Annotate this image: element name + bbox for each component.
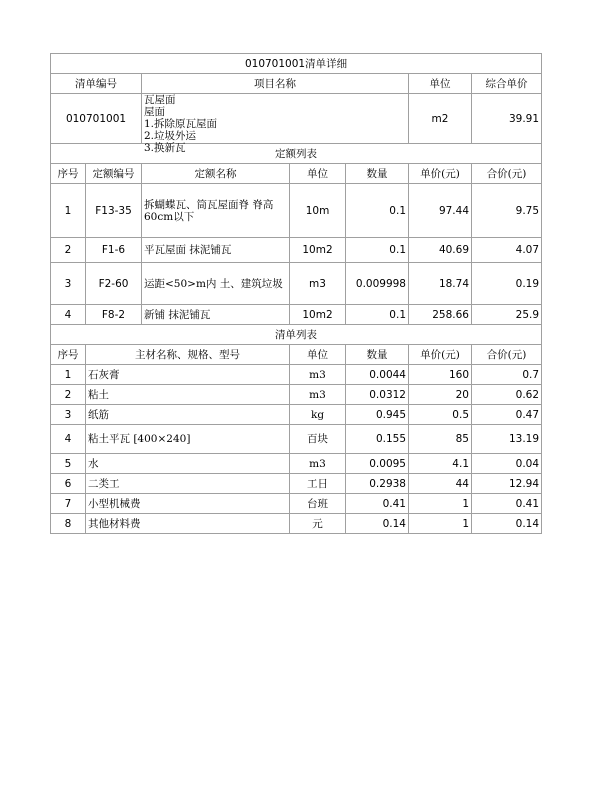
- material-total: 0.04: [472, 454, 542, 474]
- quota-name: 拆蝴蝶瓦、筒瓦屋面脊 脊高60cm以下: [142, 184, 290, 238]
- item-price: 39.91: [472, 94, 542, 144]
- material-unit-price: 160: [409, 365, 472, 385]
- table-row: [51, 454, 542, 474]
- table-row: [51, 474, 542, 494]
- quota-total: 0.19: [472, 263, 542, 305]
- material-unit-price: 1: [409, 514, 472, 534]
- material-unit: kg: [290, 405, 346, 425]
- material-unit-price: 85: [409, 425, 472, 454]
- material-header-no: 序号: [51, 345, 86, 365]
- material-name: 小型机械费: [86, 494, 290, 514]
- quota-header-code: 定额编号: [86, 164, 142, 184]
- quota-unit: 10m2: [290, 238, 346, 263]
- material-no: 6: [51, 474, 86, 494]
- material-section-title: 清单列表: [51, 325, 542, 345]
- material-unit: 工日: [290, 474, 346, 494]
- material-unit: m3: [290, 385, 346, 405]
- bill-detail-table: [50, 53, 542, 534]
- material-unit: 百块: [290, 425, 346, 454]
- quota-header-no: 序号: [51, 164, 86, 184]
- material-qty: 0.155: [346, 425, 409, 454]
- material-unit: m3: [290, 365, 346, 385]
- material-no: 7: [51, 494, 86, 514]
- material-name: 石灰膏: [86, 365, 290, 385]
- quota-code: F13-35: [86, 184, 142, 238]
- material-total: 0.62: [472, 385, 542, 405]
- quota-total: 4.07: [472, 238, 542, 263]
- quota-no: 1: [51, 184, 86, 238]
- quota-header-unit-price: 单价(元): [409, 164, 472, 184]
- item-unit: m2: [409, 94, 472, 144]
- table-row: [51, 305, 542, 325]
- material-header-unit-price: 单价(元): [409, 345, 472, 365]
- material-header-qty: 数量: [346, 345, 409, 365]
- material-header-unit: 单位: [290, 345, 346, 365]
- quota-no: 3: [51, 263, 86, 305]
- material-unit-price: 44: [409, 474, 472, 494]
- material-qty: 0.0044: [346, 365, 409, 385]
- material-no: 3: [51, 405, 86, 425]
- material-name: 水: [86, 454, 290, 474]
- quota-header-unit: 单位: [290, 164, 346, 184]
- quota-unit-price: 18.74: [409, 263, 472, 305]
- table-row: [51, 514, 542, 534]
- material-header-name: 主材名称、规格、型号: [86, 345, 290, 365]
- header-unit: 单位: [409, 74, 472, 94]
- quota-unit-price: 40.69: [409, 238, 472, 263]
- quota-unit: 10m: [290, 184, 346, 238]
- material-unit: 元: [290, 514, 346, 534]
- item-description-line: 屋面: [144, 105, 165, 118]
- material-header-total: 合价(元): [472, 345, 542, 365]
- quota-no: 2: [51, 238, 86, 263]
- material-qty: 0.41: [346, 494, 409, 514]
- quota-unit-price: 97.44: [409, 184, 472, 238]
- quota-header-total: 合价(元): [472, 164, 542, 184]
- material-qty: 0.0095: [346, 454, 409, 474]
- quota-section-title: 定额列表: [51, 144, 542, 164]
- table-row: [51, 184, 542, 238]
- quota-unit: 10m2: [290, 305, 346, 325]
- material-no: 2: [51, 385, 86, 405]
- table-row: [51, 494, 542, 514]
- quota-header-name: 定额名称: [142, 164, 290, 184]
- material-unit-price: 1: [409, 494, 472, 514]
- material-total: 12.94: [472, 474, 542, 494]
- material-total: 0.7: [472, 365, 542, 385]
- material-name: 粘土: [86, 385, 290, 405]
- header-name: 项目名称: [142, 74, 409, 94]
- quota-qty: 0.1: [346, 305, 409, 325]
- quota-name: 运距<50>m内 土、建筑垃圾: [142, 263, 290, 305]
- table-row: [51, 238, 542, 263]
- material-no: 8: [51, 514, 86, 534]
- item-description-line: 瓦屋面: [144, 93, 176, 106]
- material-no: 4: [51, 425, 86, 454]
- material-total: 0.47: [472, 405, 542, 425]
- header-code: 清单编号: [51, 74, 142, 94]
- material-unit: m3: [290, 454, 346, 474]
- table-row: [51, 425, 542, 454]
- material-total: 0.41: [472, 494, 542, 514]
- material-qty: 0.945: [346, 405, 409, 425]
- table-row: [51, 365, 542, 385]
- material-qty: 0.0312: [346, 385, 409, 405]
- quota-code: F1-6: [86, 238, 142, 263]
- quota-code: F8-2: [86, 305, 142, 325]
- quota-code: F2-60: [86, 263, 142, 305]
- item-description-line: 3.换新瓦: [144, 141, 186, 154]
- material-qty: 0.14: [346, 514, 409, 534]
- material-unit-price: 20: [409, 385, 472, 405]
- material-unit: 台班: [290, 494, 346, 514]
- material-no: 1: [51, 365, 86, 385]
- quota-qty: 0.009998: [346, 263, 409, 305]
- material-total: 13.19: [472, 425, 542, 454]
- material-unit-price: 4.1: [409, 454, 472, 474]
- material-name: 二类工: [86, 474, 290, 494]
- material-name: 粘土平瓦 [400×240]: [86, 425, 290, 454]
- item-description-line: 2.垃圾外运: [144, 129, 197, 142]
- quota-total: 25.9: [472, 305, 542, 325]
- quota-qty: 0.1: [346, 238, 409, 263]
- table-title: 010701001清单详细: [51, 54, 542, 74]
- material-unit-price: 0.5: [409, 405, 472, 425]
- material-name: 其他材料费: [86, 514, 290, 534]
- table-row: [51, 405, 542, 425]
- quota-unit-price: 258.66: [409, 305, 472, 325]
- quota-qty: 0.1: [346, 184, 409, 238]
- item-code: 010701001: [51, 94, 142, 144]
- item-description-line: 1.拆除原瓦屋面: [144, 117, 218, 130]
- material-qty: 0.2938: [346, 474, 409, 494]
- quota-no: 4: [51, 305, 86, 325]
- material-total: 0.14: [472, 514, 542, 534]
- material-no: 5: [51, 454, 86, 474]
- quota-unit: m3: [290, 263, 346, 305]
- table-row: [51, 385, 542, 405]
- header-price: 综合单价: [472, 74, 542, 94]
- quota-header-qty: 数量: [346, 164, 409, 184]
- table-row: [51, 263, 542, 305]
- quota-name: 新铺 抹泥铺瓦: [142, 305, 290, 325]
- quota-total: 9.75: [472, 184, 542, 238]
- material-name: 纸筋: [86, 405, 290, 425]
- quota-name: 平瓦屋面 抹泥铺瓦: [142, 238, 290, 263]
